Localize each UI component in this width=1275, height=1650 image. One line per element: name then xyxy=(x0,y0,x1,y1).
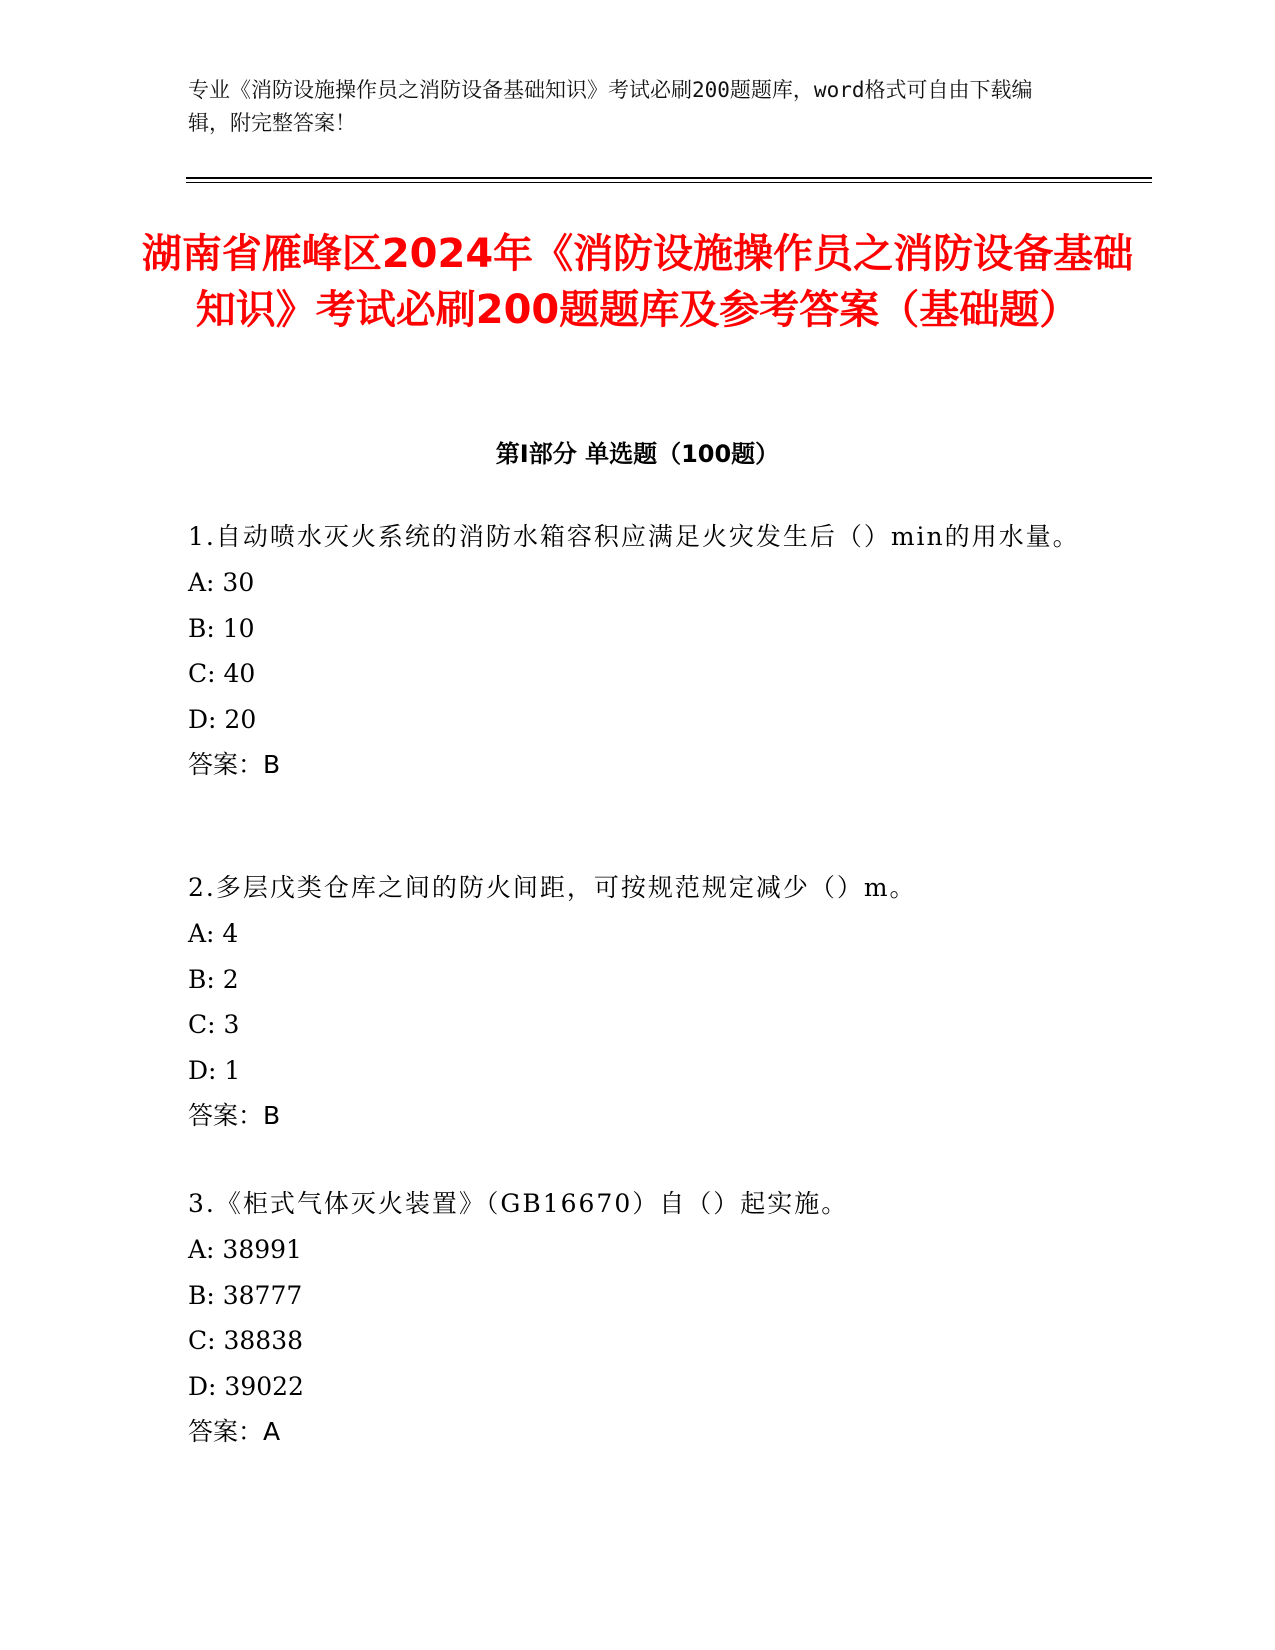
question-stem: 1.自动喷水灭火系统的消防水箱容积应满足火灾发生后（）min的用水量。 xyxy=(188,522,1080,551)
option-d: D: 1 xyxy=(188,1055,241,1085)
option-d: D: 20 xyxy=(188,704,257,734)
option-a: A: 30 xyxy=(188,568,255,597)
option-b: B: 2 xyxy=(188,964,239,994)
option-a: A: 38991 xyxy=(188,1235,302,1264)
option-a: A: 4 xyxy=(188,919,239,948)
option-c: C: 38838 xyxy=(188,1326,304,1355)
answer-line: 答案：B xyxy=(188,750,281,779)
question-1 xyxy=(188,514,1088,788)
answer-line: 答案：A xyxy=(188,1417,281,1446)
question-2 xyxy=(188,865,1088,1139)
option-c: C: 40 xyxy=(188,659,256,688)
answer-line: 答案：B xyxy=(188,1101,281,1130)
question-stem: 3.《柜式气体灭火装置》（GB16670）自（）起实施。 xyxy=(188,1189,849,1218)
option-b: B: 38777 xyxy=(188,1280,303,1310)
header-divider-thin xyxy=(186,182,1152,183)
header-note: 专业《消防设施操作员之消防设备基础知识》考试必刷200题题库，word格式可自由下载编辑，附完整答案！ xyxy=(188,78,1033,135)
question-stem: 2.多层戊类仓库之间的防火间距，可按规范规定减少（）m。 xyxy=(188,873,917,902)
option-c: C: 3 xyxy=(188,1010,240,1039)
option-d: D: 39022 xyxy=(188,1371,304,1401)
option-b: B: 10 xyxy=(188,613,255,643)
document-title: 湖南省雁峰区2024年《消防设施操作员之消防设备基础知识》考试必刷200题题库及参考答案（基础题） xyxy=(141,231,1134,333)
section-title: 第Ⅰ部分 单选题（100题） xyxy=(495,440,780,468)
question-3 xyxy=(188,1181,1088,1455)
header-divider-thick xyxy=(186,177,1152,179)
